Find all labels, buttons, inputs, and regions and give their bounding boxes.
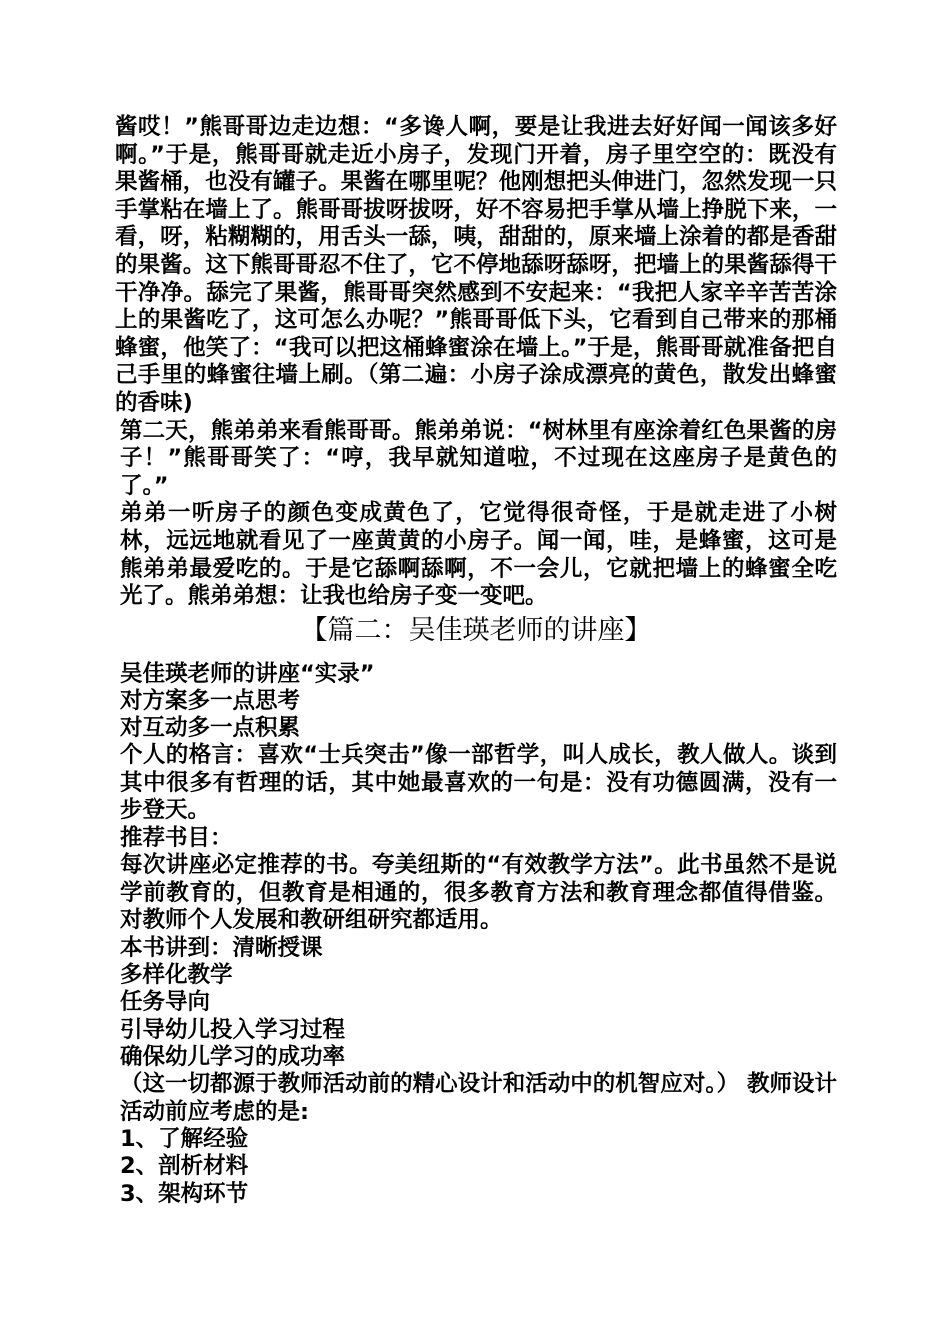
topic-item-2: 任务导向 [120,989,211,1016]
story-paragraph-1: 酱哎！”熊哥哥边走边想：“多谗人啊，要是让我进去好好闻一闻该多好啊。”于是，熊哥哥就走近小房子，发现门开着，房子里空空的：既没有果酱桶，也没有罐子。果酱在哪里呢？他刚想把头伸进门，忽然发现一只手掌粘在墙上了。熊哥哥拔呀拔呀，好不容易把手掌从墙上挣脱下来，一看，呀，粘糊糊的，用舌头一舔，咦，甜甜的，原来墙上涂着的都是香甜的果酱。这下熊哥哥忍不住了，它不停地舔呀舔呀，把墙上的果酱舔得干干净净。舔完了果酱，熊哥哥突然感到不安起来：“我把人家辛辛苦苦涂上的果酱吃了，这可怎么办呢？”熊哥哥低下头，它看到自己带来的那桶蜂蜜，他笑了：“我可以把这桶蜂蜜涂在墙上。”于是，熊哥哥就准备把自己手里的蜂蜜往墙上刷。（第二遍：小房子涂成漂亮的黄色，散发出蜂蜜的香味) [115,114,837,416]
topic-item-4: 确保幼儿学习的成功率 [120,1043,346,1070]
lecture-point-1: 对方案多一点思考 [120,687,301,714]
topic-item-3: 引导幼儿投入学习过程 [120,1016,346,1043]
lecture-point-2: 对互动多一点积累 [120,715,301,742]
step-item-2: 2、剖析材料 [120,1153,249,1180]
motto-paragraph: 个人的格言：喜欢“士兵突击”像一部哲学，叫人成长，教人做人。谈到其中很多有哲理的话，其中她最喜欢的一句是：没有功德圆满，没有一步登天。 [120,742,837,824]
topic-item-1: 多样化教学 [120,962,233,989]
step-item-1: 1、了解经验 [120,1126,249,1153]
section-title: 【篇二：吴佳瑛老师的讲座】 [300,614,652,646]
document-page [115,114,837,1208]
books-label: 推荐书目： [120,825,233,852]
design-paragraph: （这一切都源于教师活动前的精心设计和活动中的机智应对。） 教师设计活动前应考虑的是: [120,1071,837,1125]
story-paragraph-2: 第二天，熊弟弟来看熊哥哥。熊弟弟说：“树林里有座涂着红色果酱的房子！”熊哥哥笑了：“哼，我早就知道啦，不过现在这座房子是黄色的了。” [120,417,837,499]
books-paragraph: 每次讲座必定推荐的书。夸美纽斯的“有效教学方法”。此书虽然不是说学前教育的，但教育是相通的，很多教育方法和教育理念都值得借鉴。对教师个人发展和教研组研究都适用。 [120,852,837,934]
lecture-title: 吴佳瑛老师的讲座“实录” [120,660,375,687]
story-paragraph-3: 弟弟一听房子的颜色变成黄色了，它觉得很奇怪，于是就走进了小树林，远远地就看见了一座黄黄的小房子。闻一闻，哇，是蜂蜜，这可是熊弟弟最爱吃的。于是它舔啊舔啊，不一会儿，它就把墙上的蜂蜜全吃光了。熊弟弟想：让我也给房子变一变吧。 [120,500,837,610]
step-item-3: 3、架构环节 [120,1180,249,1207]
topics-label: 本书讲到：清晰授课 [120,935,323,962]
